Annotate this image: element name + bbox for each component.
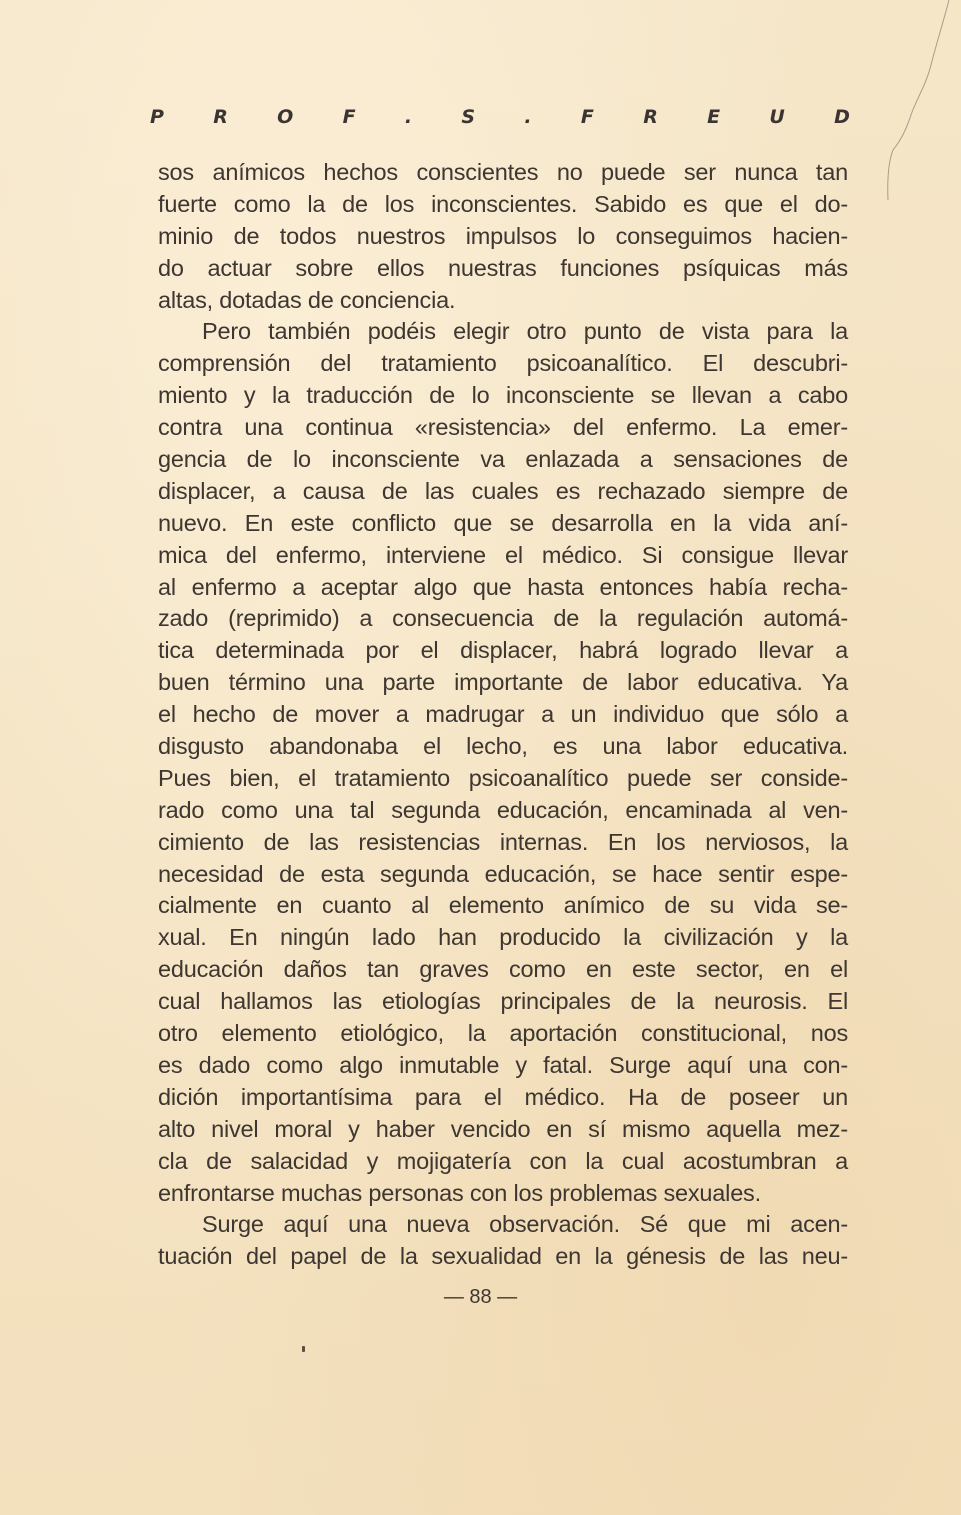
text-line: el hecho de mover a madrugar a un individuo que sólo a (158, 701, 848, 728)
running-head-letter: S (461, 106, 476, 128)
text-line: educación daños tan graves como en este sector, en el (158, 956, 848, 983)
text-line: zado (reprimido) a consecuencia de la regulación automá- (158, 605, 848, 632)
text-line: comprensión del tratamiento psicoanalítico. El descubri- (158, 350, 848, 377)
text-line: fuerte como la de los inconscientes. Sabido es que el do- (158, 190, 848, 217)
text-line: cimiento de las resistencias internas. En los nerviosos, la (158, 828, 848, 855)
text-line: Pues bien, el tratamiento psicoanalítico puede ser conside- (158, 764, 848, 791)
running-head-letter: . (524, 106, 532, 128)
text-line: rado como una tal segunda educación, encaminada al ven- (158, 796, 848, 823)
running-head-letter: E (707, 106, 721, 128)
page-edge-crease (881, 0, 961, 200)
page-number: — 88 — (443, 1286, 518, 1308)
running-head-letter: R (643, 106, 658, 128)
text-line: Pero también podéis elegir otro punto de vista para la (202, 318, 848, 345)
text-line: nuevo. En este conflicto que se desarrolla en la vida aní- (158, 509, 848, 536)
running-head-letter: U (769, 106, 785, 128)
text-line: buen término una parte importante de labor educativa. Ya (158, 669, 848, 696)
text-line: contra una continua «resistencia» del enfermo. La emer- (158, 414, 848, 441)
text-line: al enfermo a aceptar algo que hasta entonces había recha- (158, 573, 848, 600)
text-line: miento y la traducción de lo inconsciente se llevan a cabo (158, 382, 848, 409)
paragraph (158, 1209, 848, 1273)
text-line: otro elemento etiológico, la aportación constitucional, nos (158, 1020, 848, 1047)
text-line: cla de salacidad y mojigatería con la cual acostumbran a (158, 1147, 848, 1174)
ink-speck (302, 1346, 305, 1352)
text-line: altas, dotadas de conciencia. (158, 286, 456, 313)
text-line: es dado como algo inmutable y fatal. Surge aquí una con- (158, 1051, 848, 1078)
text-line: gencia de lo inconsciente va enlazada a sensaciones de (158, 446, 848, 473)
text-line: cual hallamos las etiologías principales de la neurosis. El (158, 988, 848, 1015)
running-head-letter: R (213, 106, 228, 128)
running-head (150, 100, 850, 134)
running-head-letter: F (342, 106, 356, 128)
paragraph (158, 157, 848, 316)
text-line: tuación del papel de la sexualidad en la génesis de las neu- (158, 1243, 848, 1270)
text-line: disgusto abandonaba el lecho, es una labor educativa. (158, 733, 848, 760)
running-head-letter: . (404, 106, 413, 128)
paragraph (158, 316, 848, 1209)
text-line: do actuar sobre ellos nuestras funciones psíquicas más (158, 254, 848, 281)
text-line: displacer, a causa de las cuales es rechazado siempre de (158, 477, 848, 504)
text-line: cialmente en cuanto al elemento anímico de su vida se- (158, 892, 848, 919)
running-head-letter: O (277, 106, 294, 128)
text-line: mica del enfermo, interviene el médico. Si consigue llevar (158, 541, 848, 568)
text-line: xual. En ningún lado han producido la civilización y la (158, 924, 848, 951)
text-line: Surge aquí una nueva observación. Sé que mi acen- (202, 1211, 848, 1238)
text-line: sos anímicos hechos conscientes no puede ser nunca tan (158, 159, 848, 185)
text-line: dición importantísima para el médico. Ha de poseer un (158, 1083, 848, 1110)
body-text (158, 157, 848, 1273)
text-line: tica determinada por el displacer, habrá logrado llevar a (158, 637, 848, 664)
running-head-letter: F (580, 106, 594, 128)
text-line: alto nivel moral y haber vencido en sí mismo aquella mez- (158, 1115, 848, 1142)
running-head-letter: P (150, 106, 164, 128)
running-head-letter: D (834, 106, 850, 128)
text-line: minio de todos nuestros impulsos lo conseguimos hacien- (158, 222, 848, 249)
text-line: enfrontarse muchas personas con los problemas sexuales. (158, 1179, 761, 1206)
text-line: necesidad de esta segunda educación, se hace sentir espe- (158, 860, 848, 887)
